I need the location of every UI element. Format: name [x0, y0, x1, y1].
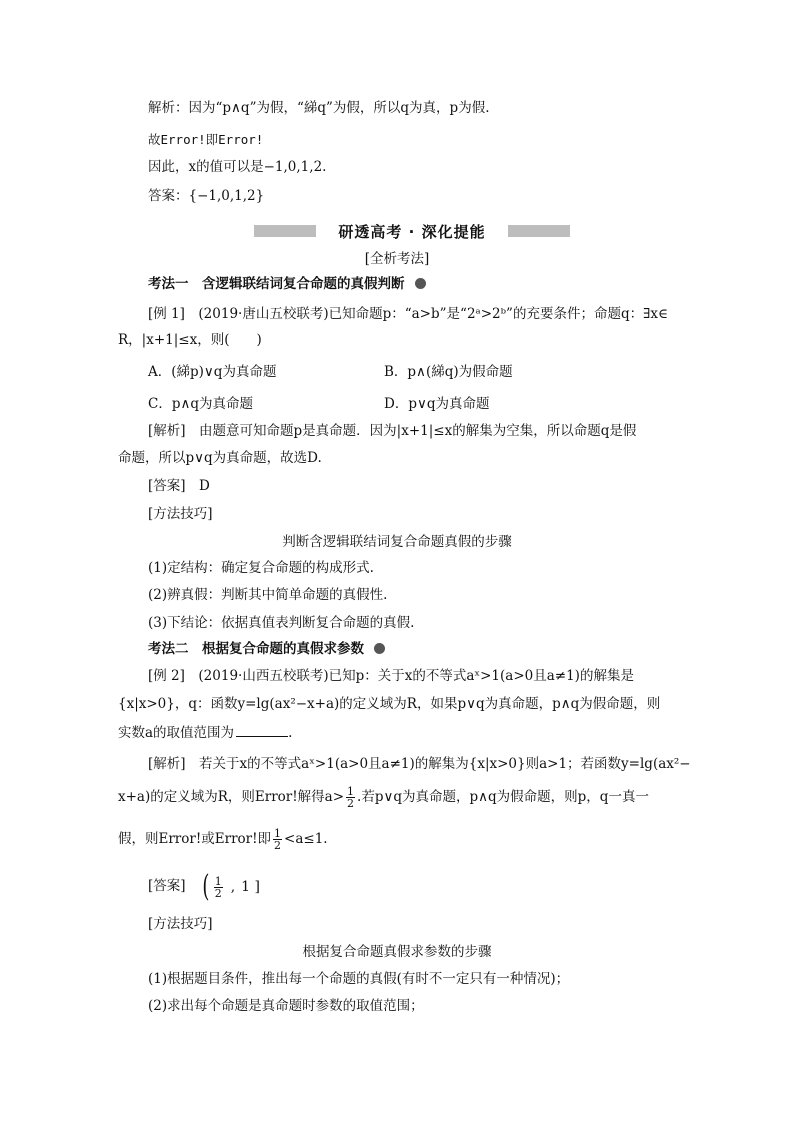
method1-heading-text: 考法一 含逻辑联结词复合命题的真假判断 — [148, 276, 405, 292]
fraction-one-half — [214, 876, 223, 899]
tips1-step-3: (3)下结论：依据真值表判断复合命题的真假. — [148, 615, 415, 631]
answer2-left-paren: ( — [202, 869, 210, 904]
answer2-comma: , — [230, 879, 236, 895]
tips1-step-2: (2)辨真假：判断其中简单命题的真假性. — [148, 587, 388, 603]
answer2-tag: [答案] — [148, 878, 186, 894]
banner-right-bar — [508, 225, 570, 237]
tips1-tag: [方法技巧] — [148, 506, 213, 522]
method1-heading — [148, 274, 686, 294]
solution2-line1: [解析] 若关于x的不等式aˣ>1(a>0且a≠1)的解集为{x|x>0}则a>1；若函数y=lg(ax²− — [148, 756, 691, 772]
solution2-line3-a: 假，则Error!或Error!即 — [118, 831, 272, 847]
option-c: C．p∧q为真命题 — [148, 396, 253, 412]
example2-line2: {x|x>0}，q：函数y=lg(ax²−x+a)的定义域为R，如果p∨q为真命题，p∧q为假命题，则 — [118, 696, 661, 712]
top-answer: 答案：{−1,0,1,2} — [148, 188, 265, 204]
banner-left-bar — [254, 225, 316, 237]
tips1-title: 判断含逻辑联结词复合命题真假的步骤 — [282, 534, 512, 550]
example2-line1: [例 2] (2019·山西五校联考)已知p：关于x的不等式aˣ>1(a>0且a≠1)的解集是 — [148, 668, 634, 684]
section-banner — [254, 220, 570, 242]
banner-title: 研透高考 · 深化提能 — [338, 222, 486, 241]
bullet-dot-icon — [415, 278, 426, 289]
example2-line3: 实数a的取值范围为 . — [118, 722, 686, 743]
bullet-dot-icon — [374, 643, 385, 654]
answer1: [答案] D — [148, 478, 210, 494]
therefore-text-2: 因此，x的值可以是−1,0,1,2. — [148, 159, 327, 175]
solution2-line3 — [118, 828, 686, 851]
solution1-line1: [解析] 由题意可知命题p是真命题．因为|x+1|≤x的解集为空集，所以命题q是假 — [148, 423, 637, 439]
answer2-right: 1 ] — [241, 879, 260, 895]
example1-line1: [例 1] (2019·唐山五校联考)已知命题p：“a>b”是“2ᵃ>2ᵇ”的充要条件；命题q：∃x∈ — [148, 306, 669, 322]
tips1-step-1: (1)定结构：确定复合命题的构成形式. — [148, 560, 374, 576]
fraction-numerator: 1 — [274, 827, 282, 840]
option-d: D．p∨q为真命题 — [384, 396, 490, 412]
example2-line3-text: 实数a的取值范围为 — [118, 725, 235, 741]
method2-heading — [148, 639, 686, 659]
answer2-interval — [200, 870, 260, 904]
fraction-denominator: 2 — [347, 797, 355, 810]
therefore-text-1: 故Error!即Error! — [148, 132, 264, 147]
fraction-numerator: 1 — [214, 874, 222, 888]
solution2-line2-b: .若p∨q为真命题，p∧q为假命题，则p，q一真一 — [357, 789, 649, 805]
fraction-denominator: 2 — [214, 886, 222, 900]
option-b: B．p∧(綈q)为假命题 — [384, 364, 513, 380]
fraction-one-half — [346, 786, 355, 809]
solution2-line2-a: x+a)的定义域为R，则Error!解得a> — [118, 789, 345, 805]
answer-blank — [236, 722, 288, 737]
section-tag: [全析考法] — [364, 251, 430, 267]
option-a: A．(綈p)∨q为真命题 — [148, 364, 277, 380]
fraction-numerator: 1 — [347, 785, 355, 798]
solution1-line2: 命题，所以p∨q为真命题，故选D. — [118, 450, 322, 466]
solution2-line3-b: <a≤1. — [284, 831, 328, 847]
analysis-text: 解析：因为“p∧q”为假，“綈q”为假，所以q为真，p为假. — [148, 100, 490, 116]
example1-line2: R，|x+1|≤x，则( ) — [118, 332, 262, 348]
tips2-title: 根据复合命题真假求参数的步骤 — [302, 944, 492, 960]
fraction-denominator: 2 — [274, 839, 282, 852]
method2-heading-text: 考法二 根据复合命题的真假求参数 — [148, 641, 364, 657]
fraction-one-half — [273, 828, 282, 851]
solution2-line2 — [118, 786, 686, 809]
tips2-tag: [方法技巧] — [148, 916, 213, 932]
tips2-step-2: (2)求出每个命题是真命题时参数的取值范围； — [148, 998, 424, 1014]
tips2-step-1: (1)根据题目条件，推出每一个命题的真假(有时不一定只有一种情况)； — [148, 971, 570, 987]
